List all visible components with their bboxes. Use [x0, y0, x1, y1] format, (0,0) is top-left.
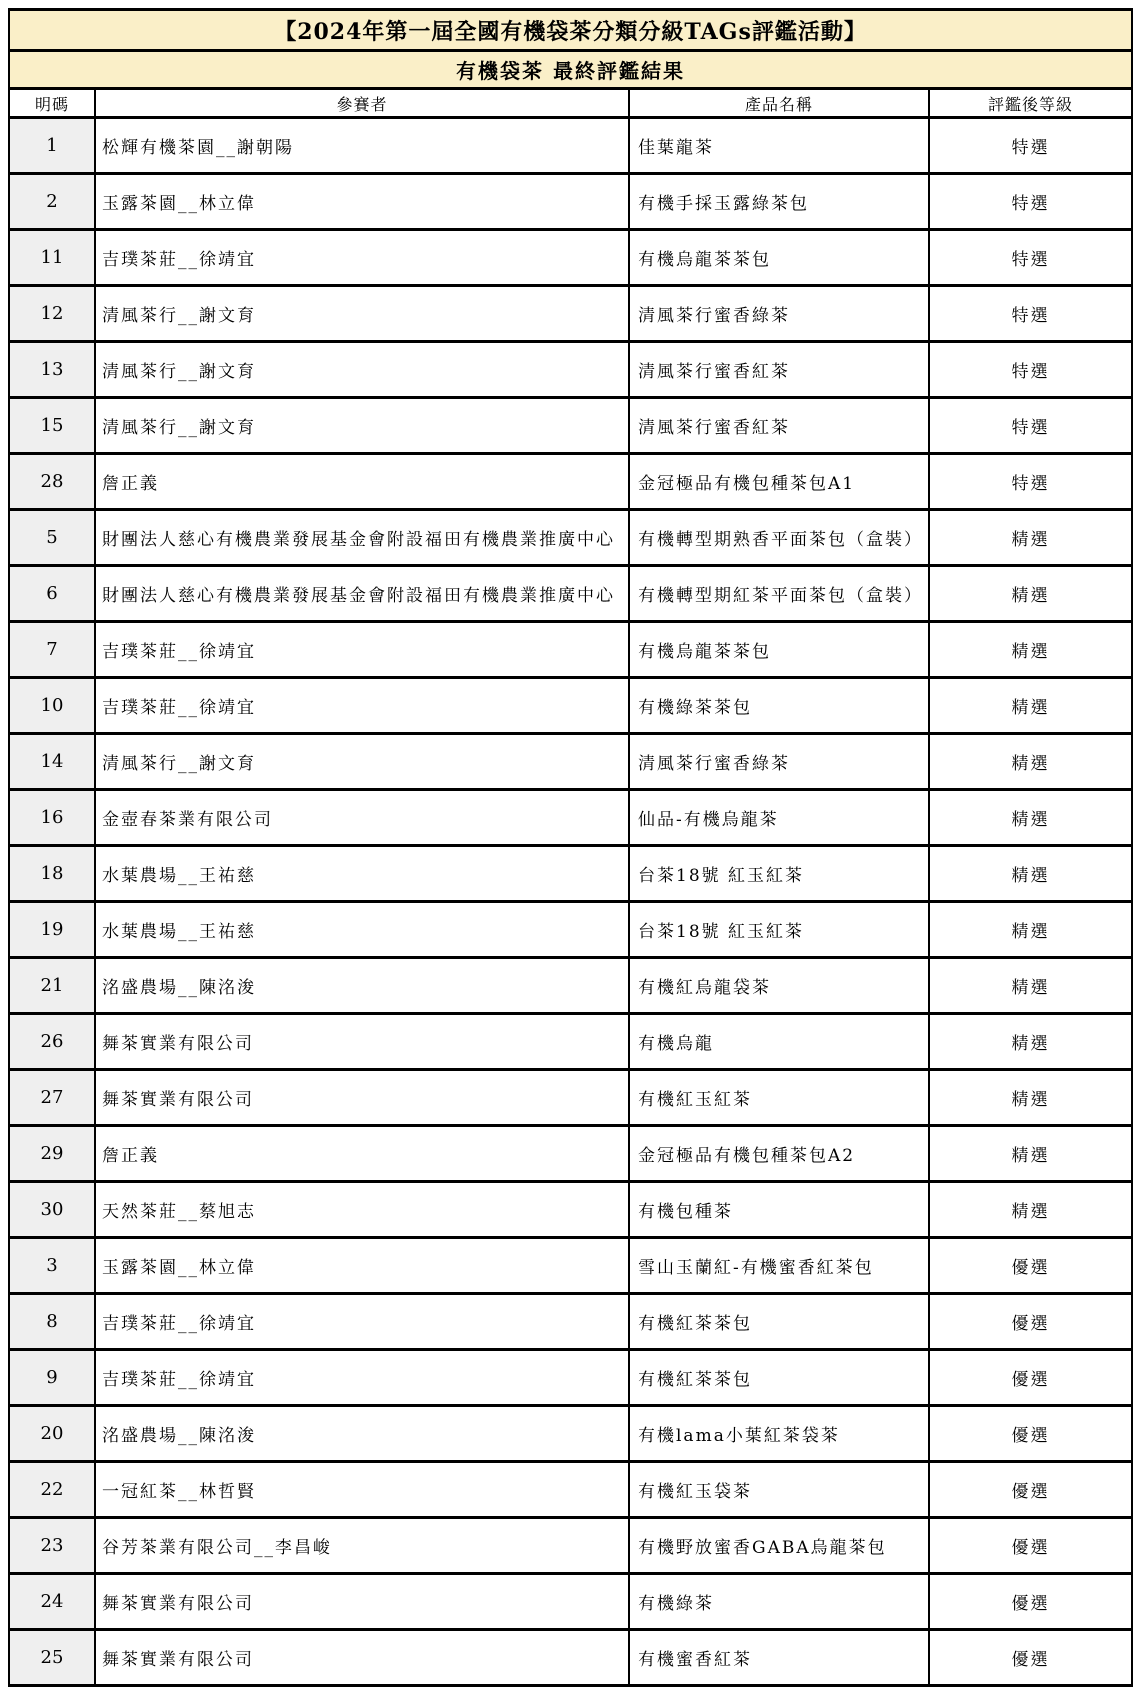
entry-code-cell: 29 [9, 1126, 95, 1182]
product-name-cell: 金冠極品有機包種茶包A2 [629, 1126, 929, 1182]
product-name-cell: 金冠極品有機包種茶包A1 [629, 454, 929, 510]
table-row [9, 1014, 1132, 1070]
product-name-cell: 台茶18號 紅玉紅茶 [629, 846, 929, 902]
table-row [9, 118, 1132, 174]
entry-code-cell: 3 [9, 1238, 95, 1294]
product-name-cell: 有機紅茶茶包 [629, 1294, 929, 1350]
grade-cell: 精選 [929, 1182, 1132, 1238]
participant-cell: 金壺春茶業有限公司 [95, 790, 629, 846]
entry-code-cell: 19 [9, 902, 95, 958]
entry-code-cell: 23 [9, 1518, 95, 1574]
grade-cell: 優選 [929, 1406, 1132, 1462]
entry-code-cell: 2 [9, 174, 95, 230]
results-table [8, 8, 1133, 1687]
participant-cell: 洺盛農場__陳洺浚 [95, 1406, 629, 1462]
product-name-cell: 清風茶行蜜香綠茶 [629, 286, 929, 342]
entry-code-cell: 7 [9, 622, 95, 678]
product-name-cell: 有機野放蜜香GABA烏龍茶包 [629, 1518, 929, 1574]
product-name-cell: 有機烏龍茶茶包 [629, 230, 929, 286]
grade-cell: 精選 [929, 846, 1132, 902]
product-name-cell: 有機紅玉紅茶 [629, 1070, 929, 1126]
product-name-cell: 有機包種茶 [629, 1182, 929, 1238]
grade-cell: 特選 [929, 286, 1132, 342]
table-row [9, 230, 1132, 286]
entry-code-cell: 20 [9, 1406, 95, 1462]
entry-code-cell: 6 [9, 566, 95, 622]
participant-cell: 洺盛農場__陳洺浚 [95, 958, 629, 1014]
entry-code-cell: 11 [9, 230, 95, 286]
table-row [9, 622, 1132, 678]
participant-cell: 吉璞茶莊__徐靖宜 [95, 622, 629, 678]
grade-cell: 精選 [929, 678, 1132, 734]
grade-cell: 特選 [929, 454, 1132, 510]
entry-code-cell: 30 [9, 1182, 95, 1238]
table-row [9, 1406, 1132, 1462]
entry-code-cell: 12 [9, 286, 95, 342]
participant-cell: 一冠紅茶__林哲賢 [95, 1462, 629, 1518]
product-name-cell: 有機綠茶茶包 [629, 678, 929, 734]
product-name-cell: 有機綠茶 [629, 1574, 929, 1630]
column-header-product: 產品名稱 [629, 89, 929, 118]
title-row [9, 10, 1132, 51]
entry-code-cell: 27 [9, 1070, 95, 1126]
participant-cell: 財團法人慈心有機農業發展基金會附設福田有機農業推廣中心 [95, 566, 629, 622]
column-header-code: 明碼 [9, 89, 95, 118]
grade-cell: 精選 [929, 510, 1132, 566]
participant-cell: 舞茶實業有限公司 [95, 1014, 629, 1070]
participant-cell: 吉璞茶莊__徐靖宜 [95, 1350, 629, 1406]
entry-code-cell: 26 [9, 1014, 95, 1070]
participant-cell: 玉露茶園__林立偉 [95, 174, 629, 230]
table-row [9, 398, 1132, 454]
product-name-cell: 清風茶行蜜香紅茶 [629, 342, 929, 398]
entry-code-cell: 22 [9, 1462, 95, 1518]
product-name-cell: 雪山玉蘭紅-有機蜜香紅茶包 [629, 1238, 929, 1294]
entry-code-cell: 8 [9, 1294, 95, 1350]
grade-cell: 精選 [929, 1070, 1132, 1126]
table-row [9, 1350, 1132, 1406]
participant-cell: 水葉農場__王祐慈 [95, 902, 629, 958]
entry-code-cell: 9 [9, 1350, 95, 1406]
participant-cell: 舞茶實業有限公司 [95, 1630, 629, 1686]
table-row [9, 1630, 1132, 1686]
product-name-cell: 佳葉龍茶 [629, 118, 929, 174]
table-row [9, 1294, 1132, 1350]
grade-cell: 精選 [929, 566, 1132, 622]
participant-cell: 吉璞茶莊__徐靖宜 [95, 230, 629, 286]
table-row [9, 1518, 1132, 1574]
product-name-cell: 有機紅烏龍袋茶 [629, 958, 929, 1014]
grade-cell: 特選 [929, 118, 1132, 174]
grade-cell: 特選 [929, 230, 1132, 286]
table-row [9, 902, 1132, 958]
page-title: 【2024年第一屆全國有機袋茶分類分級TAGs評鑑活動】 [9, 10, 1132, 51]
participant-cell: 清風茶行__謝文育 [95, 734, 629, 790]
product-name-cell: 台茶18號 紅玉紅茶 [629, 902, 929, 958]
participant-cell: 谷芳茶業有限公司__李昌峻 [95, 1518, 629, 1574]
table-row [9, 1462, 1132, 1518]
table-row [9, 1574, 1132, 1630]
grade-cell: 優選 [929, 1630, 1132, 1686]
table-row [9, 286, 1132, 342]
table-row [9, 790, 1132, 846]
grade-cell: 優選 [929, 1238, 1132, 1294]
entry-code-cell: 18 [9, 846, 95, 902]
entry-code-cell: 5 [9, 510, 95, 566]
product-name-cell: 有機手採玉露綠茶包 [629, 174, 929, 230]
table-row [9, 174, 1132, 230]
subtitle-row [9, 51, 1132, 89]
grade-cell: 優選 [929, 1294, 1132, 1350]
grade-cell: 優選 [929, 1350, 1132, 1406]
table-row [9, 1126, 1132, 1182]
participant-cell: 詹正義 [95, 1126, 629, 1182]
product-name-cell: 有機紅玉袋茶 [629, 1462, 929, 1518]
entry-code-cell: 13 [9, 342, 95, 398]
table-row [9, 1238, 1132, 1294]
product-name-cell: 有機lama小葉紅茶袋茶 [629, 1406, 929, 1462]
product-name-cell: 清風茶行蜜香紅茶 [629, 398, 929, 454]
grade-cell: 特選 [929, 342, 1132, 398]
participant-cell: 詹正義 [95, 454, 629, 510]
participant-cell: 清風茶行__謝文育 [95, 286, 629, 342]
entry-code-cell: 1 [9, 118, 95, 174]
grade-cell: 優選 [929, 1574, 1132, 1630]
table-row [9, 734, 1132, 790]
grade-cell: 精選 [929, 958, 1132, 1014]
column-header-grade: 評鑑後等級 [929, 89, 1132, 118]
participant-cell: 舞茶實業有限公司 [95, 1070, 629, 1126]
grade-cell: 精選 [929, 734, 1132, 790]
product-name-cell: 有機烏龍 [629, 1014, 929, 1070]
table-row [9, 678, 1132, 734]
participant-cell: 玉露茶園__林立偉 [95, 1238, 629, 1294]
table-row [9, 1070, 1132, 1126]
participant-cell: 舞茶實業有限公司 [95, 1574, 629, 1630]
table-row [9, 846, 1132, 902]
entry-code-cell: 10 [9, 678, 95, 734]
entry-code-cell: 28 [9, 454, 95, 510]
participant-cell: 財團法人慈心有機農業發展基金會附設福田有機農業推廣中心 [95, 510, 629, 566]
participant-cell: 吉璞茶莊__徐靖宜 [95, 678, 629, 734]
grade-cell: 精選 [929, 1014, 1132, 1070]
grade-cell: 精選 [929, 1126, 1132, 1182]
participant-cell: 清風茶行__謝文育 [95, 342, 629, 398]
page-subtitle: 有機袋茶 最終評鑑結果 [9, 51, 1132, 89]
grade-cell: 精選 [929, 790, 1132, 846]
entry-code-cell: 25 [9, 1630, 95, 1686]
participant-cell: 清風茶行__謝文育 [95, 398, 629, 454]
table-row [9, 454, 1132, 510]
column-header-row [9, 89, 1132, 118]
grade-cell: 精選 [929, 902, 1132, 958]
participant-cell: 吉璞茶莊__徐靖宜 [95, 1294, 629, 1350]
grade-cell: 精選 [929, 622, 1132, 678]
table-row [9, 958, 1132, 1014]
table-row [9, 342, 1132, 398]
entry-code-cell: 15 [9, 398, 95, 454]
grade-cell: 優選 [929, 1518, 1132, 1574]
product-name-cell: 清風茶行蜜香綠茶 [629, 734, 929, 790]
product-name-cell: 仙品-有機烏龍茶 [629, 790, 929, 846]
table-row [9, 510, 1132, 566]
entry-code-cell: 24 [9, 1574, 95, 1630]
product-name-cell: 有機紅茶茶包 [629, 1350, 929, 1406]
entry-code-cell: 21 [9, 958, 95, 1014]
product-name-cell: 有機烏龍茶茶包 [629, 622, 929, 678]
table-row [9, 1182, 1132, 1238]
participant-cell: 松輝有機茶園__謝朝陽 [95, 118, 629, 174]
product-name-cell: 有機蜜香紅茶 [629, 1630, 929, 1686]
entry-code-cell: 14 [9, 734, 95, 790]
grade-cell: 特選 [929, 174, 1132, 230]
participant-cell: 天然茶莊__蔡旭志 [95, 1182, 629, 1238]
product-name-cell: 有機轉型期熟香平面茶包（盒裝） [629, 510, 929, 566]
grade-cell: 優選 [929, 1462, 1132, 1518]
table-row [9, 566, 1132, 622]
product-name-cell: 有機轉型期紅茶平面茶包（盒裝） [629, 566, 929, 622]
participant-cell: 水葉農場__王祐慈 [95, 846, 629, 902]
entry-code-cell: 16 [9, 790, 95, 846]
grade-cell: 特選 [929, 398, 1132, 454]
results-body [9, 118, 1132, 1686]
column-header-participant: 參賽者 [95, 89, 629, 118]
